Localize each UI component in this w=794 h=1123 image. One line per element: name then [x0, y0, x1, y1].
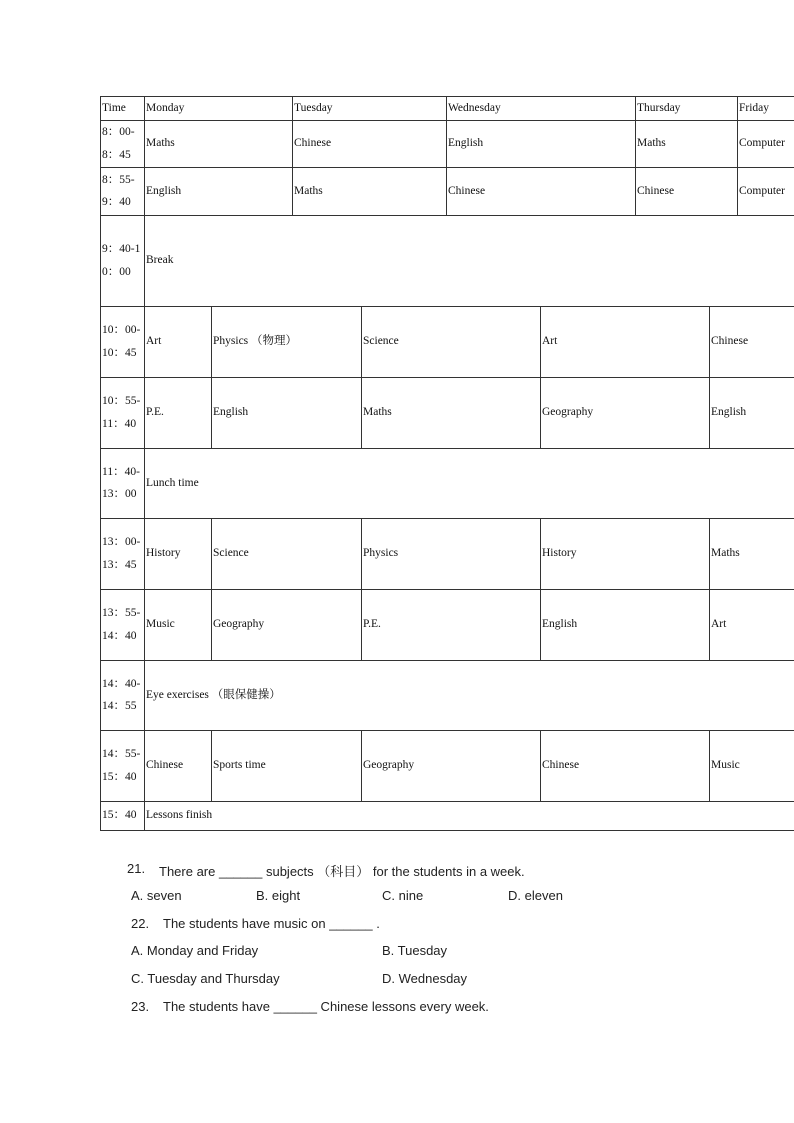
time-cell: 8：55-9：40: [102, 173, 135, 208]
lesson-cell: Music: [146, 618, 175, 631]
time-cell: 14：55-15：40: [102, 748, 141, 783]
lesson-cell: Chinese: [542, 759, 580, 772]
time-cell: 9：40-10：00: [102, 243, 141, 278]
time-cell: 10：55-11：40: [102, 395, 141, 430]
time-cell: 13：55-14：40: [102, 607, 141, 642]
table-border-horizontal: [100, 830, 794, 831]
table-border-vertical: [709, 589, 710, 660]
table-border-vertical: [635, 167, 636, 215]
table-border-vertical: [540, 377, 541, 448]
lesson-cell: Art: [711, 618, 727, 631]
day-header-wednesday: Wednesday: [448, 101, 501, 114]
table-border-vertical: [446, 96, 447, 120]
span-cell: Eye exercises （眼保健操）: [146, 688, 281, 701]
table-border-vertical: [635, 96, 636, 120]
option-a: A. Monday and Friday: [131, 943, 259, 958]
option-a: A. seven: [131, 888, 182, 903]
lesson-cell: Science: [213, 547, 249, 560]
table-border-vertical: [540, 730, 541, 801]
table-border-vertical: [211, 377, 212, 448]
lesson-cell: Geography: [213, 618, 265, 631]
day-header-friday: Friday: [739, 101, 770, 114]
lesson-cell: English: [542, 618, 578, 631]
lesson-cell: Geography: [542, 406, 594, 419]
table-border-vertical: [361, 518, 362, 589]
lesson-cell: Science: [363, 335, 399, 348]
lesson-cell: Chinese: [146, 759, 184, 772]
option-c: C. nine: [382, 888, 424, 903]
table-border-vertical: [211, 518, 212, 589]
lesson-cell: Chinese: [294, 137, 332, 150]
time-cell: 10：00-10：45: [102, 324, 141, 359]
time-header: Time: [102, 101, 126, 114]
table-border-vertical: [446, 120, 447, 167]
table-border-vertical: [540, 518, 541, 589]
time-cell: 11：40-13：00: [102, 465, 140, 500]
table-border-vertical: [211, 589, 212, 660]
lesson-cell: Geography: [363, 759, 415, 772]
option-d: D. Wednesday: [382, 971, 468, 986]
table-border-vertical: [292, 96, 293, 120]
table-border-vertical: [737, 96, 738, 120]
lesson-cell: P.E.: [363, 618, 381, 631]
time-cell: 14：40-14：55: [102, 677, 141, 712]
lesson-cell: Computer: [739, 137, 785, 150]
table-border-vertical: [361, 730, 362, 801]
table-border-vertical: [709, 730, 710, 801]
lesson-cell: Chinese: [637, 184, 675, 197]
table-border-vertical: [361, 377, 362, 448]
table-border-vertical: [709, 306, 710, 377]
lesson-cell: Maths: [637, 137, 666, 150]
option-d: D. eleven: [508, 888, 563, 903]
lesson-cell: English: [711, 406, 747, 419]
lesson-cell: English: [448, 137, 484, 150]
span-cell: Lunch time: [146, 476, 199, 489]
span-cell: Break: [146, 254, 174, 267]
table-border-vertical: [446, 167, 447, 215]
question-number: 21.: [127, 861, 146, 876]
lesson-cell: Computer: [739, 184, 785, 197]
lesson-cell: P.E.: [146, 406, 164, 419]
table-border-vertical: [361, 306, 362, 377]
question-number: 23.: [131, 999, 150, 1014]
lesson-cell: Art: [146, 335, 162, 348]
lesson-cell: Chinese: [448, 184, 486, 197]
table-border-vertical: [635, 120, 636, 167]
lesson-cell: Art: [542, 335, 558, 348]
table-border-vertical: [361, 589, 362, 660]
table-border-vertical: [737, 167, 738, 215]
lesson-cell: Maths: [146, 137, 175, 150]
lesson-cell: Maths: [711, 547, 740, 560]
lesson-cell: English: [213, 406, 249, 419]
lesson-cell: Sports time: [213, 759, 266, 772]
day-header-monday: Monday: [146, 101, 185, 114]
lesson-cell: Physics: [363, 547, 399, 560]
lesson-cell: English: [146, 184, 182, 197]
table-border-vertical: [737, 120, 738, 167]
question-text: The students have music on ______ .: [163, 916, 380, 931]
day-header-tuesday: Tuesday: [294, 101, 333, 114]
table-border-vertical: [211, 306, 212, 377]
lesson-cell: History: [542, 547, 577, 560]
time-cell: 13：00-13：45: [102, 536, 141, 571]
lesson-cell: Physics （物理）: [213, 335, 298, 348]
table-border-vertical: [540, 589, 541, 660]
table-border-vertical: [709, 377, 710, 448]
option-c: C. Tuesday and Thursday: [131, 971, 280, 986]
time-cell: 15：40: [102, 809, 137, 822]
lesson-cell: Maths: [363, 406, 392, 419]
lesson-cell: History: [146, 547, 181, 560]
lesson-cell: Chinese: [711, 335, 749, 348]
table-border-vertical: [292, 120, 293, 167]
day-header-thursday: Thursday: [637, 101, 681, 114]
table-border-vertical: [211, 730, 212, 801]
lesson-cell: Maths: [294, 184, 323, 197]
question-text: The students have ______ Chinese lessons every week.: [163, 999, 489, 1014]
option-b: B. Tuesday: [382, 943, 448, 958]
table-border-vertical: [292, 167, 293, 215]
time-cell: 8：00-8：45: [102, 126, 135, 161]
lesson-cell: Music: [711, 759, 740, 772]
table-border-vertical: [540, 306, 541, 377]
span-cell: Lessons finish: [146, 809, 213, 822]
question-number: 22.: [131, 916, 150, 931]
option-b: B. eight: [256, 888, 301, 903]
table-border-vertical: [709, 518, 710, 589]
question-text: There are ______ subjects （科目） for the students in a week.: [159, 864, 525, 879]
